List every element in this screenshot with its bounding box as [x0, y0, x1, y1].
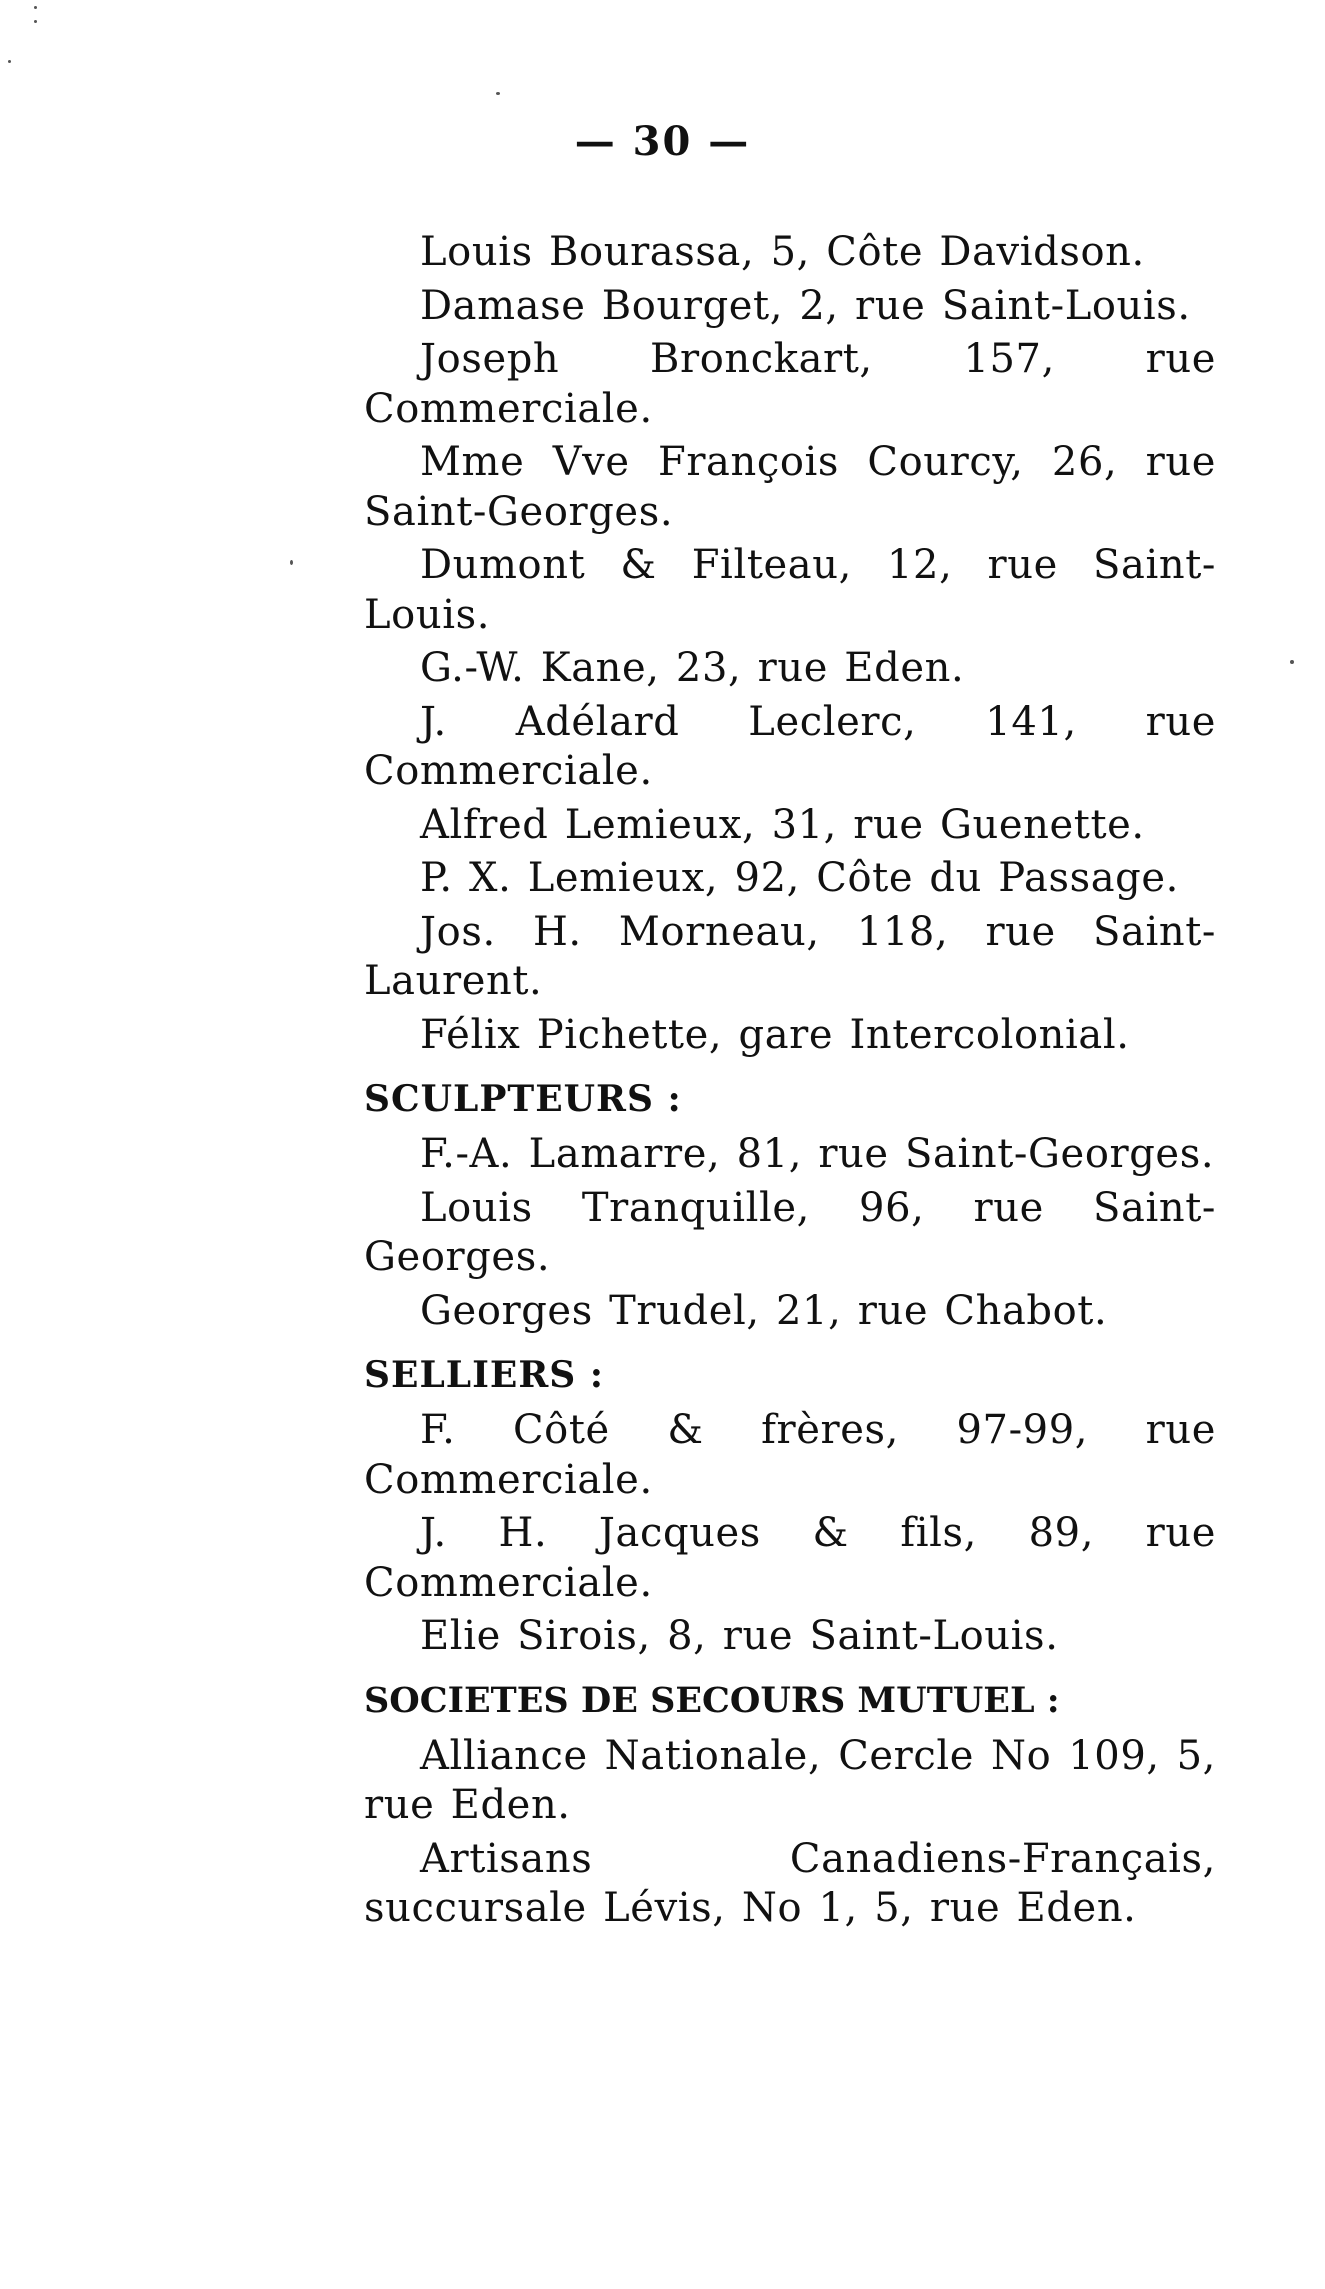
directory-entry: Félix Pichette, gare Intercolonial. [420, 1011, 1130, 1058]
scan-speck [1290, 660, 1294, 664]
directory-section [364, 1676, 1216, 1934]
page-number: — 30 — [574, 118, 751, 165]
scan-speck [290, 560, 293, 565]
directory-entry: Damase Bourget, 2, rue Saint-Louis. [420, 282, 1191, 329]
directory-entry: Dumont & Filteau, 12, rue Saint-Louis. [364, 542, 1216, 638]
directory-section [364, 1350, 1216, 1662]
directory-content [364, 228, 1216, 1938]
scan-speck [34, 20, 37, 23]
directory-entry: J. H. Jacques & fils, 89, rue Commerciale. [364, 1510, 1216, 1606]
scan-speck [8, 60, 11, 63]
directory-section [364, 1074, 1216, 1336]
directory-entry: F.-A. Lamarre, 81, rue Saint-Georges. [420, 1131, 1215, 1177]
directory-entry: Joseph Bronckart, 157, rue Commerciale. [364, 336, 1216, 432]
directory-entry: Louis Tranquille, 96, rue Saint-Georges. [364, 1184, 1216, 1280]
directory-entry: Artisans Canadiens-Français, succursale Lévis, No 1, 5, rue Eden. [364, 1835, 1216, 1931]
section-heading-selliers: SELLIERS : [364, 1354, 605, 1396]
section-heading-sculpteurs: SCULPTEURS : [364, 1078, 682, 1120]
directory-entry: Mme Vve François Courcy, 26, rue Saint-Georges. [364, 439, 1216, 535]
directory-entry: F. Côté & frères, 97-99, rue Commerciale. [364, 1407, 1216, 1503]
directory-entry: G.-W. Kane, 23, rue Eden. [420, 645, 965, 691]
directory-entry: Georges Trudel, 21, rue Chabot. [420, 1287, 1108, 1334]
scan-speck [34, 6, 37, 9]
directory-entry: Louis Bourassa, 5, Côte Davidson. [420, 229, 1145, 275]
directory-section [364, 228, 1216, 1060]
directory-entry: Jos. H. Morneau, 118, rue Saint-Laurent. [364, 908, 1216, 1004]
directory-entry: P. X. Lemieux, 92, Côte du Passage. [420, 855, 1179, 901]
directory-entry: Elie Sirois, 8, rue Saint-Louis. [420, 1613, 1059, 1659]
directory-entry: Alfred Lemieux, 31, rue Guenette. [420, 801, 1145, 848]
scan-speck [496, 92, 500, 95]
directory-entry: J. Adélard Leclerc, 141, rue Commerciale. [364, 698, 1216, 794]
directory-entry: Alliance Nationale, Cercle No 109, 5, rue Eden. [364, 1732, 1216, 1828]
section-heading-societes: SOCIETES DE SECOURS MUTUEL : [364, 1679, 1060, 1721]
